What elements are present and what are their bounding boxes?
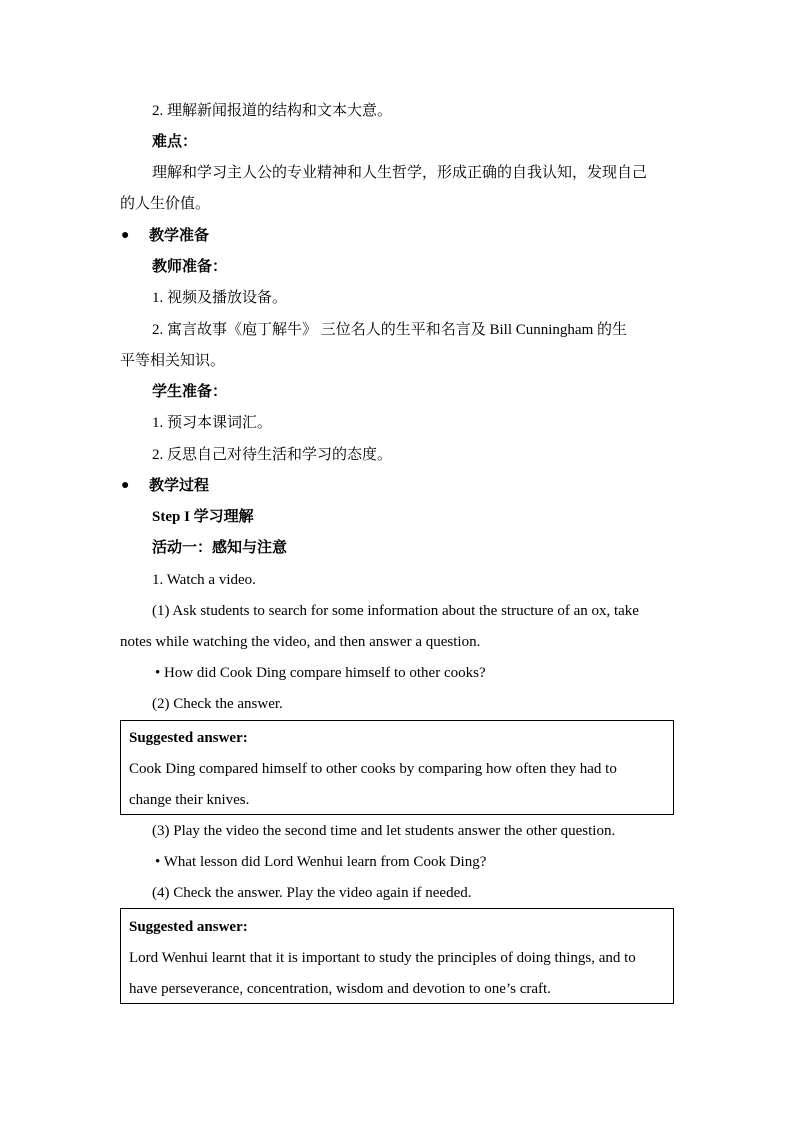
instruction-1-line2: notes while watching the video, and then answer a question. [120, 634, 481, 650]
difficulty-heading: 难点： [152, 134, 198, 150]
suggested-answer-box-1 [120, 720, 674, 815]
suggested-answer-line2: change their knives. [129, 792, 250, 808]
section-heading-teaching-prep: 教学准备 [149, 228, 210, 244]
instruction-1-line1: (1) Ask students to search for some information about the structure of an ox, take [152, 603, 639, 619]
teacher-prep-heading: 教师准备： [152, 259, 228, 275]
bullet-icon: ● [121, 228, 130, 243]
question-2: • What lesson did Lord Wenhui learn from Cook Ding? [155, 854, 487, 870]
instruction-2: (2) Check the answer. [152, 696, 283, 712]
activity-heading: 活动一：感知与注意 [152, 540, 288, 556]
student-prep-item-2: 2. 反思自己对待生活和学习的态度。 [152, 447, 393, 463]
suggested-answer-title: Suggested answer: [129, 730, 248, 746]
bullet-icon: ● [121, 478, 130, 493]
instruction-4: (4) Check the answer. Play the video again if needed. [152, 885, 472, 901]
student-prep-item-1: 1. 预习本课词汇。 [152, 415, 273, 431]
goal-item-2: 2. 理解新闻报道的结构和文本大意。 [152, 103, 393, 119]
section-heading-teaching-process: 教学过程 [149, 478, 210, 494]
teacher-prep-item-2-line2: 平等相关知识。 [120, 353, 226, 369]
instruction-3: (3) Play the video the second time and let students answer the other question. [152, 823, 616, 839]
suggested-answer-line1: Lord Wenhui learnt that it is important to study the principles of doing things, and to [129, 950, 636, 966]
teacher-prep-item-1: 1. 视频及播放设备。 [152, 290, 288, 306]
suggested-answer-title: Suggested answer: [129, 919, 248, 935]
difficulty-text-line1: 理解和学习主人公的专业精神和人生哲学，形成正确的自我认知，发现自己 [152, 165, 648, 181]
step-heading: Step I 学习理解 [152, 509, 254, 525]
teacher-prep-item-2-line1: 2. 寓言故事《庖丁解牛》 三位名人的生平和名言及 Bill Cunningham 的生 [152, 322, 628, 338]
instruction-watch-video: 1. Watch a video. [152, 572, 256, 588]
question-1: • How did Cook Ding compare himself to other cooks? [155, 665, 486, 681]
suggested-answer-line2: have perseverance, concentration, wisdom and devotion to one’s craft. [129, 981, 551, 997]
suggested-answer-box-2 [120, 908, 674, 1004]
difficulty-text-line2: 的人生价值。 [120, 196, 211, 212]
suggested-answer-line1: Cook Ding compared himself to other cooks by comparing how often they had to [129, 761, 617, 777]
student-prep-heading: 学生准备： [152, 384, 228, 400]
